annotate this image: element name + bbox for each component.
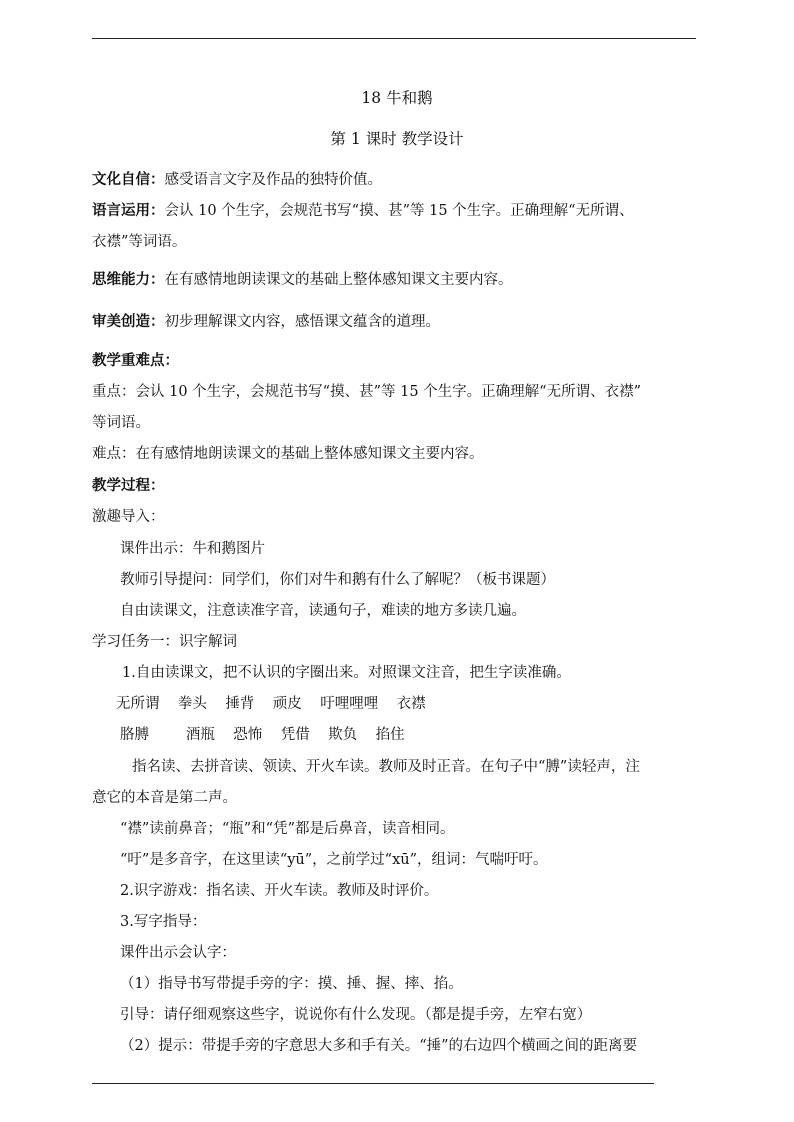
goal-culture <box>92 170 382 190</box>
goal-aesthetic-text: 初步理解课文内容，感悟课文蕴含的道理。 <box>164 314 440 330</box>
intro-line-1: 课件出示：牛和鹅图片 <box>120 541 265 557</box>
note-line-1: “襟”读前鼻音；“瓶”和“凭”都是后鼻音，读音相同。 <box>120 821 455 837</box>
goal-thinking-label: 思维能力： <box>92 272 165 288</box>
task1-heading: 学习任务一：识字解词 <box>92 634 237 650</box>
guide-line-1: （1）指导书写带提手旁的字：摸、捶、握、摔、掐。 <box>120 976 463 992</box>
read-line-1: 指名读、去拼音读、领读、开火车读。教师及时正音。在句子中“膊”读轻声，注 <box>132 759 640 775</box>
footer-rule <box>92 1083 654 1084</box>
goal-culture-text: 感受语言文字及作品的独特价值。 <box>164 172 382 188</box>
key-points-heading-text: 教学重难点： <box>92 353 179 369</box>
words-row-1: 无所谓 拳头 捶背 顽皮 吁哩哩哩 衣襟 <box>116 696 426 712</box>
page-title: 18 牛和鹅 <box>361 89 433 107</box>
header-rule <box>92 38 696 39</box>
goal-language <box>92 201 634 221</box>
goal-aesthetic <box>92 312 440 332</box>
difficulty-line: 难点：在有感情地朗读课文的基础上整体感知课文主要内容。 <box>92 446 484 462</box>
page-subtitle: 第 1 课时 教学设计 <box>330 130 464 148</box>
goal-thinking <box>92 270 513 290</box>
step-2: 2.识字游戏：指名读、开火车读。教师及时评价。 <box>120 883 439 899</box>
words-row-2: 胳膊 酒瓶 恐怖 凭借 欺负 掐住 <box>120 727 405 743</box>
intro-heading: 激趣导入： <box>92 509 165 525</box>
step-3: 3.写字指导： <box>120 914 207 930</box>
goal-language-text: 会认 10 个生字，会规范书写“摸、甚”等 15 个生字。正确理解“无所谓、 <box>164 203 634 219</box>
note-line-2: “吁”是多音字，在这里读“yū”，之前学过“xū”，组词：气喘吁吁。 <box>120 852 548 868</box>
process-heading-text: 教学过程： <box>92 478 165 494</box>
goal-language-cont: 衣襟”等词语。 <box>92 234 187 250</box>
goal-language-label: 语言运用： <box>92 203 165 219</box>
read-line-2: 意它的本音是第二声。 <box>92 790 237 806</box>
show-line: 课件出示会认字： <box>120 945 236 961</box>
focus-line-1: 重点：会认 10 个生字，会规范书写“摸、甚”等 15 个生字。正确理解“无所谓、衣襟” <box>92 384 641 400</box>
goal-aesthetic-label: 审美创造： <box>92 314 165 330</box>
guide-line-3: （2）提示：带提手旁的字意思大多和手有关。“捶”的右边四个横画之间的距离要 <box>120 1038 638 1054</box>
intro-line-3: 自由读课文，注意读准字音，读通句子，难读的地方多读几遍。 <box>120 603 526 619</box>
goal-culture-label: 文化自信： <box>92 172 165 188</box>
process-heading <box>92 476 165 496</box>
step-1: 1.自由读课文，把不认识的字圈出来。对照课文注音，把生字读准确。 <box>122 665 571 681</box>
goal-thinking-text: 在有感情地朗读课文的基础上整体感知课文主要内容。 <box>164 272 513 288</box>
guide-line-2: 引导：请仔细观察这些字，说说你有什么发现。（都是提手旁，左窄右宽） <box>120 1007 592 1023</box>
key-points-heading <box>92 351 179 371</box>
intro-line-2: 教师引导提问：同学们，你们对牛和鹅有什么了解呢？（板书课题） <box>120 572 555 588</box>
focus-line-2: 等词语。 <box>92 415 150 431</box>
